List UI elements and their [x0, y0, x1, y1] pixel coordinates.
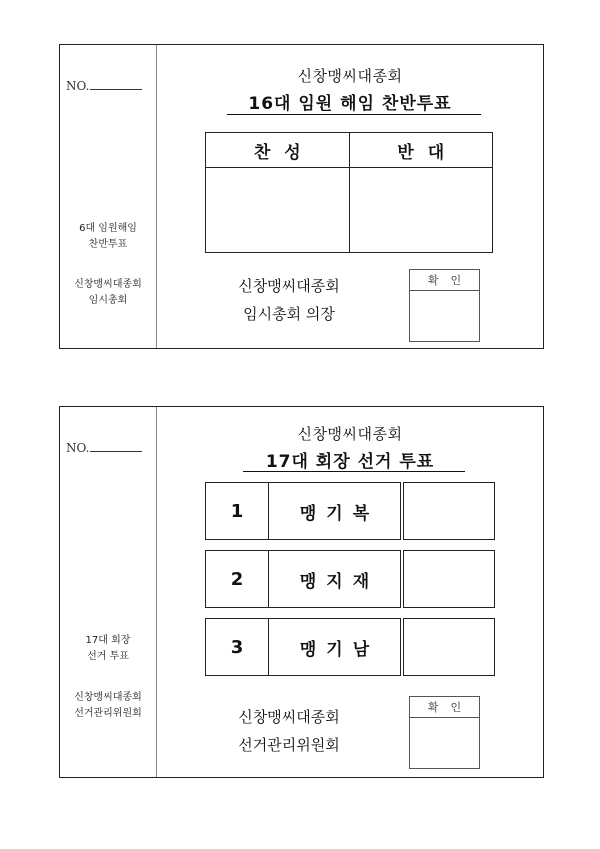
vote-cell-oppose[interactable]	[349, 168, 493, 253]
candidate-number: 2	[206, 551, 269, 607]
title-underline	[227, 114, 481, 115]
signature-line: 신창맹씨대종회	[238, 277, 340, 295]
serial-number	[66, 441, 142, 455]
ballot-title: 17대 회장 선거 투표	[265, 452, 435, 472]
ballot-title: 16대 임원 해임 찬반투표	[248, 94, 452, 114]
candidate-row	[205, 618, 401, 676]
signature-line: 신창맹씨대종회	[238, 708, 340, 726]
ballot-stub	[60, 45, 157, 348]
stub-org-line: 신창맹씨대종회	[74, 279, 142, 290]
ballot-stub	[60, 407, 157, 777]
stub-title-line: 17대 회장	[85, 635, 131, 646]
ballot-main	[157, 45, 543, 348]
stub-title	[60, 633, 156, 665]
serial-number-label: NO.	[66, 441, 90, 455]
vote-cell-approve[interactable]	[206, 168, 350, 253]
stub-title	[60, 221, 156, 253]
column-header-oppose: 반대	[349, 133, 493, 168]
ballot-main	[157, 407, 543, 777]
stub-organization	[60, 690, 156, 722]
organization-name: 신창맹씨대종회	[297, 67, 403, 85]
candidate-name: 맹기복	[299, 503, 380, 524]
confirm-label: 확인	[410, 270, 479, 291]
organization-name: 신창맹씨대종회	[297, 425, 403, 443]
signature-block	[205, 703, 373, 759]
stub-title-line: 선거 투표	[87, 651, 129, 662]
candidate-vote-box[interactable]	[403, 482, 495, 540]
column-header-approve: 찬성	[206, 133, 350, 168]
candidate-vote-box[interactable]	[403, 550, 495, 608]
ballot-president-election	[59, 406, 544, 778]
serial-number-blank[interactable]	[90, 79, 142, 90]
signature-line: 임시총회 의장	[243, 305, 335, 323]
confirm-label: 확인	[410, 697, 479, 718]
candidate-vote-box[interactable]	[403, 618, 495, 676]
serial-number-label: NO.	[66, 79, 90, 93]
serial-number-blank[interactable]	[90, 441, 142, 452]
candidate-number: 1	[206, 483, 269, 539]
ballot-officer-dismissal	[59, 44, 544, 349]
candidate-name: 맹기남	[299, 639, 380, 660]
confirm-stamp-box[interactable]	[409, 696, 480, 769]
stub-title-line: 찬반투표	[88, 239, 128, 250]
stub-title-line: 6대 임원해임	[79, 223, 137, 234]
confirm-stamp-box[interactable]	[409, 269, 480, 342]
candidate-row	[205, 482, 401, 540]
signature-block	[205, 272, 373, 328]
stub-org-line: 선거관리위원회	[74, 708, 142, 719]
title-underline	[243, 471, 465, 472]
stub-org-line: 신창맹씨대종회	[74, 692, 142, 703]
serial-number	[66, 79, 142, 93]
stub-org-line: 임시총회	[88, 295, 128, 306]
candidate-name: 맹지재	[299, 571, 380, 592]
signature-line: 선거관리위원회	[238, 736, 340, 754]
candidate-number: 3	[206, 619, 269, 675]
stub-organization	[60, 277, 156, 309]
vote-table	[205, 132, 493, 253]
candidate-row	[205, 550, 401, 608]
